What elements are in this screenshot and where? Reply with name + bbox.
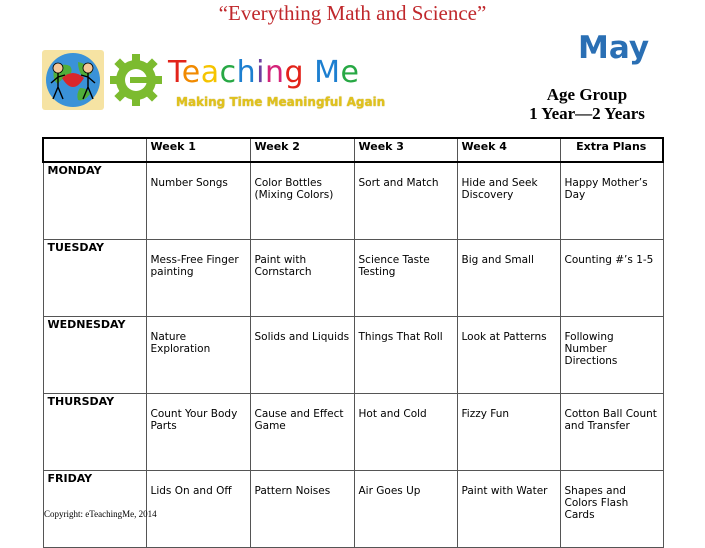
column-header: Week 2: [250, 138, 354, 162]
activity-cell: Cotton Ball Count and Transfer: [560, 394, 663, 471]
gear-icon: [110, 54, 162, 106]
globe-kids-icon: [42, 50, 104, 110]
brand-letter: i: [256, 55, 265, 90]
activity-cell: Shapes and Colors Flash Cards: [560, 471, 663, 548]
age-group-label: Age Group: [546, 85, 628, 104]
activity-cell: Hot and Cold: [354, 394, 457, 471]
age-group-value: 1 Year—2 Years: [529, 104, 645, 123]
activity-cell: Number Songs: [146, 162, 250, 240]
activity-cell: Lids On and Off: [146, 471, 250, 548]
table-row: [43, 317, 663, 394]
brand-letter: e: [181, 55, 201, 90]
activity-cell: Pattern Noises: [250, 471, 354, 548]
column-header: Week 3: [354, 138, 457, 162]
day-label: FRIDAY: [43, 471, 146, 548]
activity-cell: Sort and Match: [354, 162, 457, 240]
day-label: THURSDAY: [43, 394, 146, 471]
lesson-plan-table: [42, 137, 664, 548]
activity-cell: Science Taste Testing: [354, 240, 457, 317]
activity-cell: Things That Roll: [354, 317, 457, 394]
column-header: Extra Plans: [560, 138, 663, 162]
column-header: [43, 138, 146, 162]
table-row: [43, 240, 663, 317]
activity-cell: Following Number Directions: [560, 317, 663, 394]
brand-letter: g: [284, 55, 305, 90]
age-group: [512, 85, 662, 123]
activity-cell: Air Goes Up: [354, 471, 457, 548]
column-header: Week 4: [457, 138, 560, 162]
table-header-row: [43, 138, 663, 162]
table-row: [43, 394, 663, 471]
activity-cell: Solids and Liquids: [250, 317, 354, 394]
brand-letter: e: [340, 55, 360, 90]
activity-cell: Fizzy Fun: [457, 394, 560, 471]
copyright-notice: Copyright: eTeachingMe, 2014: [44, 509, 157, 519]
brand-letter: M: [314, 55, 341, 90]
day-label: WEDNESDAY: [43, 317, 146, 394]
brand-letter: n: [264, 55, 285, 90]
activity-cell: Big and Small: [457, 240, 560, 317]
activity-cell: Happy Mother’s Day: [560, 162, 663, 240]
activity-cell: Counting #’s 1-5: [560, 240, 663, 317]
day-label: TUESDAY: [43, 240, 146, 317]
activity-cell: Cause and Effect Game: [250, 394, 354, 471]
activity-cell: Paint with Cornstarch: [250, 240, 354, 317]
column-header: Week 1: [146, 138, 250, 162]
brand-letter: [304, 55, 314, 90]
brand-letter: T: [168, 55, 182, 90]
brand-letter: a: [200, 55, 220, 90]
brand-letter: c: [219, 55, 237, 90]
activity-cell: Color Bottles (Mixing Colors): [250, 162, 354, 240]
activity-cell: Paint with Water: [457, 471, 560, 548]
activity-cell: Hide and Seek Discovery: [457, 162, 560, 240]
activity-cell: Nature Exploration: [146, 317, 250, 394]
brand-tagline: Making Time Meaningful Again: [176, 95, 386, 109]
brand-name: [168, 56, 359, 90]
page-title: “Everything Math and Science”: [218, 1, 487, 25]
table-row: [43, 162, 663, 240]
brand-letter: h: [236, 55, 257, 90]
day-label: MONDAY: [43, 162, 146, 240]
activity-cell: Count Your Body Parts: [146, 394, 250, 471]
month-title: May: [578, 30, 650, 66]
activity-cell: Mess-Free Finger painting: [146, 240, 250, 317]
activity-cell: Look at Patterns: [457, 317, 560, 394]
